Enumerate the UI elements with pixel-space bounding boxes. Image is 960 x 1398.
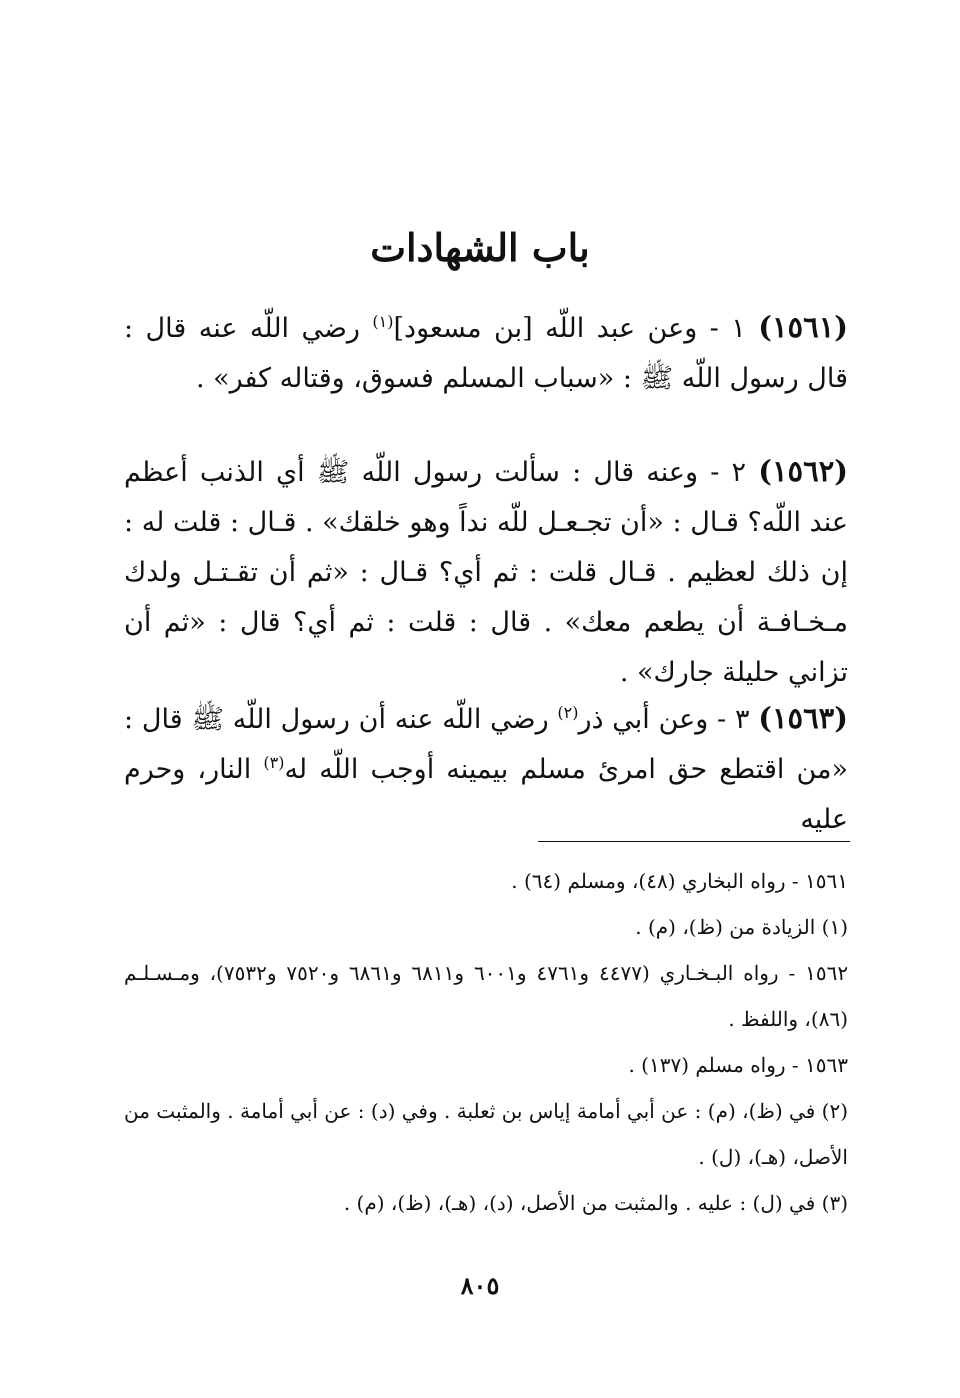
hadith-number: (١٥٦١): [758, 310, 849, 344]
chapter-title: باب الشهادات: [370, 225, 590, 270]
footnote: (١) الزيادة من (ظ)، (م) .: [635, 915, 848, 939]
hadith-text: ٣ - وعن أبي ذر: [578, 704, 750, 735]
hadith-text: ١ - وعن عبد اللّه [بن مسعود]: [393, 313, 746, 344]
hadith-1563: [124, 693, 848, 845]
footnote: ١٥٦١ - رواه البخاري (٤٨)، ومسلم (٦٤) .: [511, 869, 848, 893]
footnote: ١٥٦٢ - رواه البـخـاري (٤٤٧٧ و٤٧٦١ و٦٠٠١ و٦٨١١ و٦٨٦١ و٧٥٢٠ و٧٥٣٢)، ومـسـلـم (٨٦)، واللفظ .: [124, 961, 849, 1031]
hadith-text: رضي اللّه عنه قال : قال رسول اللّه ﷺ : «سباب المسلم فسوق، وقتاله كفر» .: [124, 313, 848, 394]
hadith-1561: [124, 302, 848, 404]
hadith-text: النار، وحرم عليه: [124, 754, 848, 835]
page-number: ٨٠٥: [460, 1271, 500, 1300]
hadith-1562: [124, 446, 848, 698]
hadith-text: رضي اللّه عنه أن رسول اللّه ﷺ قال : «من اقتطع حق امرئ مسلم بيمينه أوجب اللّه له: [124, 704, 848, 785]
footnote-ref: (٣): [263, 753, 285, 772]
footnote-ref: (٢): [557, 703, 579, 722]
footnote-ref: (١): [372, 312, 394, 331]
footnote: ١٥٦٣ - رواه مسلم (١٣٧) .: [628, 1053, 848, 1077]
hadith-number: (١٥٦٣): [758, 701, 848, 735]
footnote: (٢) في (ظ)، (م) : عن أبي أمامة إياس بن ثعلبة . وفي (د) : عن أبي أمامة . والمثبت من الأصل، (هـ)، (ل) .: [124, 1099, 848, 1169]
hadith-text: ٢ - وعنه قال : سألت رسول اللّه ﷺ أي الذنب أعظم عند اللّه؟ قـال : «أن تجـعـل للّه نداً وهو خلقك» . قـال : قلت له : إن ذلك لعظيم . قـال قلت : ثم أي؟ قـال : «ثم أن تقـتـل ولدك مـخـافـة أن يطعم معك» . قال : قلت : ثم أي؟ قال : «ثم أن تزاني حليلة جارك» .: [124, 457, 848, 688]
footnotes-list: [124, 858, 848, 1226]
footnote: (٣) في (ل) : عليه . والمثبت من الأصل، (د)، (هـ)، (ظ)، (م) .: [343, 1191, 848, 1215]
footnote-divider: [538, 841, 850, 842]
hadith-number: (١٥٦٢): [758, 454, 849, 488]
